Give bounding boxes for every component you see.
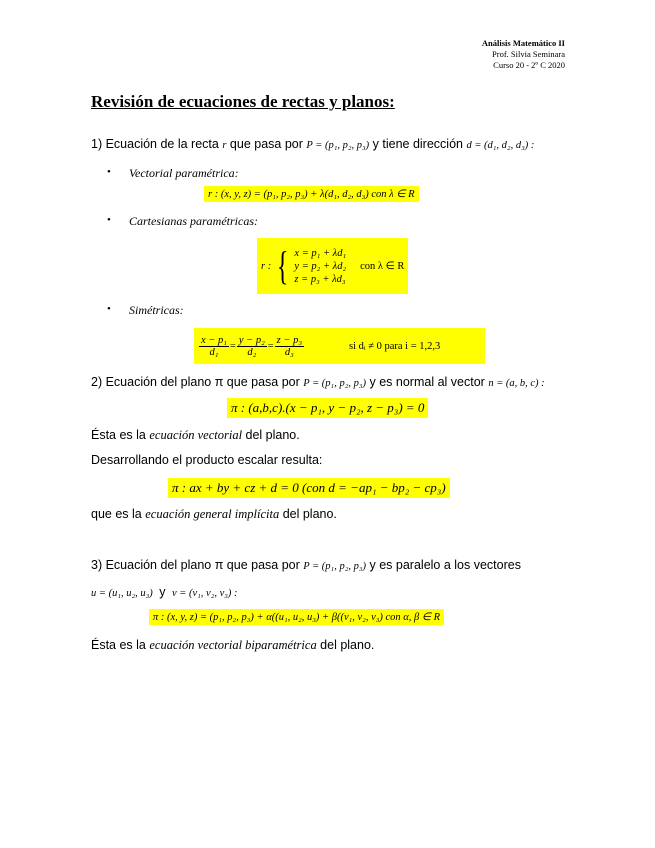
equation-simetricas (194, 328, 485, 364)
section1-intro (91, 137, 534, 151)
text-emphasis: ecuación vectorial biparamétrica (149, 638, 317, 652)
section2-intro-point: P = (p₁, p₂, p₃) (303, 378, 367, 389)
text-post: del plano. (279, 507, 337, 521)
equation-vectorial-parametrica (204, 186, 419, 202)
section3-intro-point: P = (p₁, p₂, p₃) (303, 561, 367, 572)
vectors-conjunction: y (159, 585, 166, 599)
text-emphasis: ecuación vectorial (149, 428, 243, 442)
bullet-label: Cartesianas paramétricas: (129, 214, 258, 228)
vector-u: u = (u₁, u₂, u₃) (91, 588, 153, 599)
bullet-label: Vectorial paramétrica: (129, 166, 239, 180)
section1-intro-point: P = (p₁, p₂, p₃) (306, 140, 370, 151)
section1-intro-text2: que pasa por (229, 137, 303, 151)
equation-text: π : (a,b,c).(x − p₁, y − p₂, z − p₃) = 0 (231, 400, 425, 415)
section2-intro-text2: y es normal al vector (369, 375, 485, 389)
section2-intro-normal: n = (a, b, c) : (488, 378, 545, 389)
fraction-denominator: d₂ (247, 346, 257, 358)
equation-row-x: x = p₁ + λd₁ (294, 247, 347, 259)
section2-text-general (91, 507, 337, 522)
bullet-vectorial-parametrica (107, 166, 239, 181)
fraction-numerator: z − p₃ (276, 334, 302, 346)
equation-cartesianas-parametricas (257, 238, 408, 294)
section2-intro-text1: 2) Ecuación del plano π que pasa por (91, 375, 300, 389)
equation-row-z: z = p₃ + λd₃ (294, 273, 346, 285)
fraction-denominator: d₁ (209, 346, 219, 358)
fraction-y (237, 335, 267, 358)
section2-text-desarrollando: Desarrollando el producto escalar resulta: (91, 453, 323, 467)
section1-intro-r: r (222, 140, 227, 151)
brace-glyph: { (277, 243, 289, 288)
fraction-denominator: d₃ (284, 346, 294, 358)
vector-v: v = (v₁, v₂, v₃) : (172, 588, 238, 599)
equation-lead: r : (261, 260, 272, 272)
section2-text-vectorial (91, 428, 300, 443)
equation-text: π : ax + by + cz + d = 0 (con d = −ap₁ − bp₂ − cp₃) (172, 480, 446, 495)
section3-text-biparametrica (91, 638, 374, 653)
equals-sign: = (229, 340, 236, 352)
page-title: Revisión de ecuaciones de rectas y planos: (91, 92, 395, 111)
section2-intro (91, 375, 545, 389)
course-name: Análisis Matemático II (481, 38, 565, 48)
bullet-dot: • (107, 214, 111, 226)
bullet-cartesianas-parametricas (107, 214, 258, 229)
section3-intro-text2: y es paralelo a los vectores (369, 558, 521, 572)
text-post: del plano. (316, 638, 375, 652)
professor-name: Prof. Silvia Seminara (492, 49, 565, 59)
section1-intro-text1: 1) Ecuación de la recta (91, 137, 219, 151)
equation-condition: con λ ∈ R (360, 261, 405, 272)
text-emphasis: ecuación general implícita (145, 507, 280, 521)
equation-text: r : (x, y, z) = (p₁, p₂, p₃) + λ(d₁, d₂, d₃) con λ ∈ R (208, 189, 415, 200)
bullet-dot: • (107, 303, 111, 315)
section3-intro (91, 558, 521, 572)
equals-sign: = (267, 340, 274, 352)
text-post: del plano. (242, 428, 300, 442)
equation-plane-vectorial (227, 398, 428, 418)
bullet-simetricas (107, 303, 184, 318)
section3-intro-text1: 3) Ecuación del plano π que pasa por (91, 558, 300, 572)
equation-plane-biparametrica (149, 609, 444, 625)
section1-intro-direction: d = (d₁, d₂, d₃) : (466, 140, 535, 151)
course-header (482, 38, 565, 71)
section1-intro-text3: y tiene dirección (372, 137, 463, 151)
fraction-numerator: x − p₁ (201, 334, 227, 346)
fraction-z (275, 335, 304, 358)
equation-system-rows (294, 247, 346, 286)
text-pre: Ésta es la (91, 638, 150, 652)
text-pre: que es la (91, 507, 146, 521)
course-term: Curso 20 - 2º C 2020 (493, 60, 565, 70)
equation-condition: si dᵢ ≠ 0 para i = 1,2,3 (348, 340, 441, 352)
bullet-label: Simétricas: (129, 303, 184, 317)
equation-text: π : (x, y, z) = (p₁, p₂, p₃) + α((u₁, u₂, u₃) + β((v₁, v₂, v₃) con α, β ∈ R (153, 612, 441, 623)
fraction-x (199, 335, 229, 358)
bullet-dot: • (107, 166, 111, 178)
equation-plane-general (168, 478, 450, 498)
fraction-numerator: y − p₂ (238, 334, 265, 346)
section3-vectors (91, 585, 238, 599)
equation-row-y: y = p₂ + λd₂ (294, 260, 347, 272)
text-pre: Ésta es la (91, 428, 150, 442)
